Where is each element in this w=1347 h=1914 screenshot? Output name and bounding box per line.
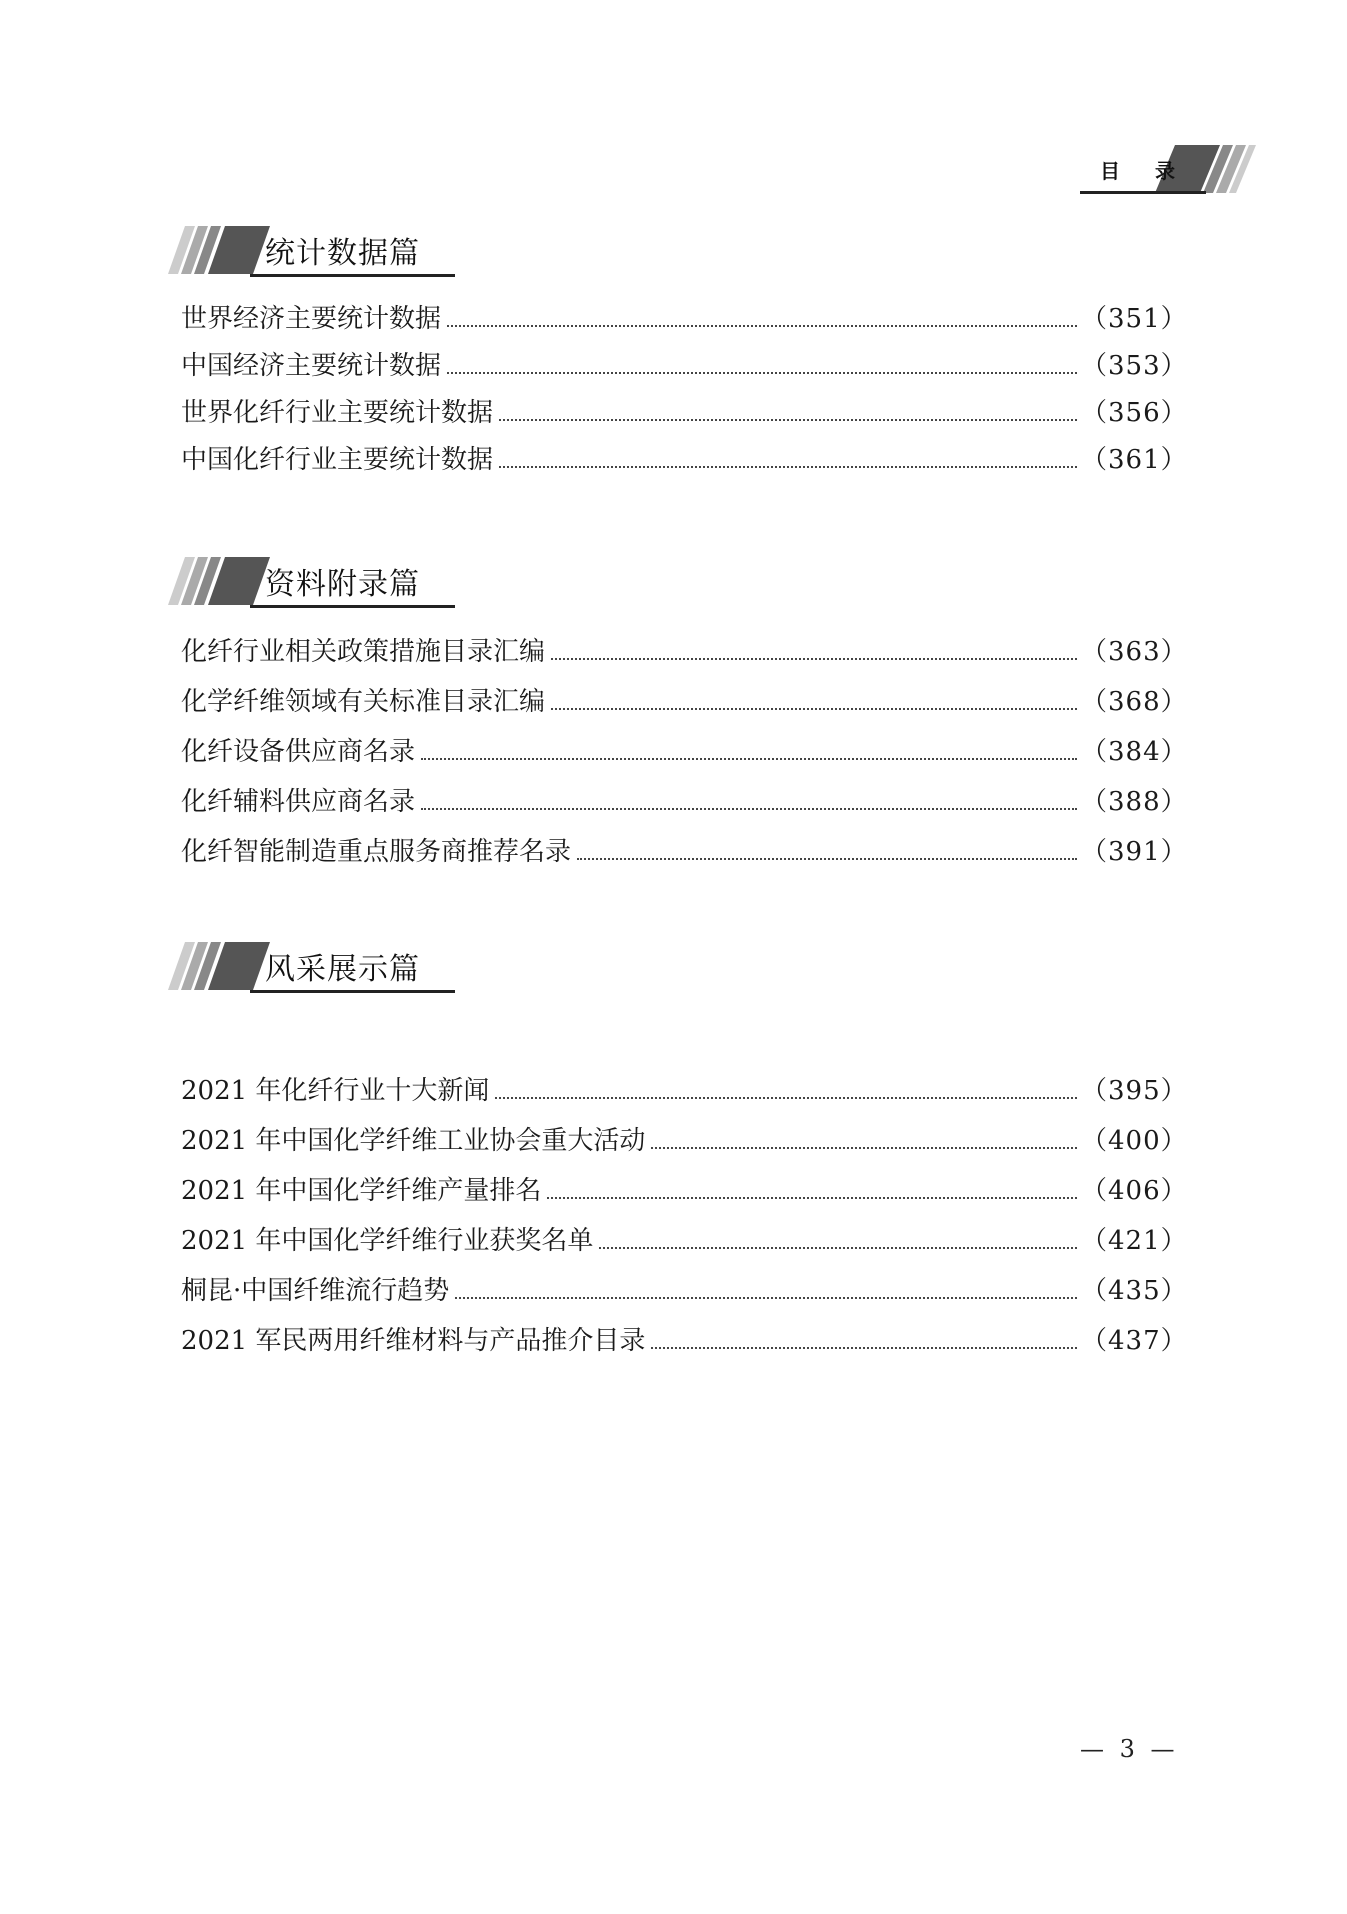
toc-entry-title: 2021 年化纤行业十大新闻 bbox=[181, 1076, 490, 1106]
section-title: 统计数据篇 bbox=[265, 236, 420, 271]
dot-leader bbox=[421, 808, 1077, 810]
toc-entry-title: 2021 年中国化学纤维工业协会重大活动 bbox=[181, 1126, 646, 1156]
page-number: — 3 — bbox=[1080, 1735, 1179, 1763]
running-header bbox=[1080, 145, 1260, 195]
toc-entry-page: （395） bbox=[1081, 1076, 1188, 1106]
running-header-title: 目 录 bbox=[1100, 159, 1189, 183]
toc-entry-title: 化学纤维领域有关标准目录汇编 bbox=[181, 687, 546, 717]
dot-leader bbox=[495, 1097, 1077, 1099]
toc-entry-page: （356） bbox=[1081, 398, 1188, 428]
toc-entry[interactable] bbox=[181, 345, 1188, 392]
dot-leader bbox=[651, 1347, 1077, 1349]
toc-entry-title: 2021 年中国化学纤维产量排名 bbox=[181, 1176, 542, 1206]
toc-entry[interactable] bbox=[181, 298, 1188, 345]
toc-entry-title: 化纤智能制造重点服务商推荐名录 bbox=[181, 837, 572, 867]
toc-entry-title: 世界化纤行业主要统计数据 bbox=[181, 398, 494, 428]
dot-leader bbox=[577, 858, 1077, 860]
toc-entry[interactable] bbox=[181, 1320, 1188, 1370]
toc-entry-title: 桐昆·中国纤维流行趋势 bbox=[181, 1276, 450, 1306]
toc-entry[interactable] bbox=[181, 681, 1188, 731]
toc-section-appendix bbox=[165, 553, 1188, 867]
toc-list bbox=[181, 298, 1188, 486]
toc-entry[interactable] bbox=[181, 1270, 1188, 1320]
toc-entry-page: （421） bbox=[1081, 1226, 1188, 1256]
section-heading bbox=[165, 938, 465, 996]
toc-entry-title: 中国化纤行业主要统计数据 bbox=[181, 445, 494, 475]
dot-leader bbox=[499, 419, 1077, 421]
dot-leader bbox=[651, 1147, 1077, 1149]
toc-entry-page: （361） bbox=[1081, 445, 1188, 475]
toc-entry-page: （435） bbox=[1081, 1276, 1188, 1306]
dot-leader bbox=[551, 658, 1077, 660]
toc-entry-title: 化纤行业相关政策措施目录汇编 bbox=[181, 637, 546, 667]
toc-entry-page: （437） bbox=[1081, 1326, 1188, 1356]
dot-leader bbox=[547, 1197, 1077, 1199]
toc-entry-page: （351） bbox=[1081, 304, 1188, 334]
toc-entry-page: （368） bbox=[1081, 687, 1188, 717]
dot-leader bbox=[599, 1247, 1077, 1249]
toc-entry-title: 2021 年中国化学纤维行业获奖名单 bbox=[181, 1226, 594, 1256]
dot-leader bbox=[421, 758, 1077, 760]
toc-entry-page: （384） bbox=[1081, 737, 1188, 767]
dot-leader bbox=[447, 372, 1077, 374]
section-heading bbox=[165, 222, 465, 280]
toc-entry-page: （391） bbox=[1081, 837, 1188, 867]
section-title: 资料附录篇 bbox=[265, 567, 420, 602]
dot-leader bbox=[551, 708, 1077, 710]
section-title: 风采展示篇 bbox=[265, 952, 420, 987]
toc-entry[interactable] bbox=[181, 731, 1188, 781]
section-heading bbox=[165, 553, 465, 611]
toc-entry[interactable] bbox=[181, 1170, 1188, 1220]
toc-entry-page: （406） bbox=[1081, 1176, 1188, 1206]
toc-entry[interactable] bbox=[181, 831, 1188, 881]
toc-list bbox=[181, 631, 1188, 881]
toc-entry-page: （400） bbox=[1081, 1126, 1188, 1156]
dot-leader bbox=[455, 1297, 1077, 1299]
toc-entry[interactable] bbox=[181, 1120, 1188, 1170]
toc-entry-title: 2021 军民两用纤维材料与产品推介目录 bbox=[181, 1326, 646, 1356]
toc-section-statistics bbox=[165, 222, 1188, 475]
toc-entry-page: （363） bbox=[1081, 637, 1188, 667]
toc-entry-title: 化纤辅料供应商名录 bbox=[181, 787, 416, 817]
toc-entry-page: （353） bbox=[1081, 351, 1188, 381]
toc-entry[interactable] bbox=[181, 781, 1188, 831]
toc-entry[interactable] bbox=[181, 631, 1188, 681]
toc-section-showcase bbox=[165, 938, 1188, 1356]
toc-entry[interactable] bbox=[181, 1220, 1188, 1270]
dot-leader bbox=[447, 325, 1077, 327]
toc-entry-title: 中国经济主要统计数据 bbox=[181, 351, 442, 381]
toc-entry[interactable] bbox=[181, 439, 1188, 486]
toc-entry-page: （388） bbox=[1081, 787, 1188, 817]
toc-entry-title: 世界经济主要统计数据 bbox=[181, 304, 442, 334]
toc-entry[interactable] bbox=[181, 1070, 1188, 1120]
toc-entry-title: 化纤设备供应商名录 bbox=[181, 737, 416, 767]
toc-list bbox=[181, 1070, 1188, 1370]
dot-leader bbox=[499, 466, 1077, 468]
toc-entry[interactable] bbox=[181, 392, 1188, 439]
